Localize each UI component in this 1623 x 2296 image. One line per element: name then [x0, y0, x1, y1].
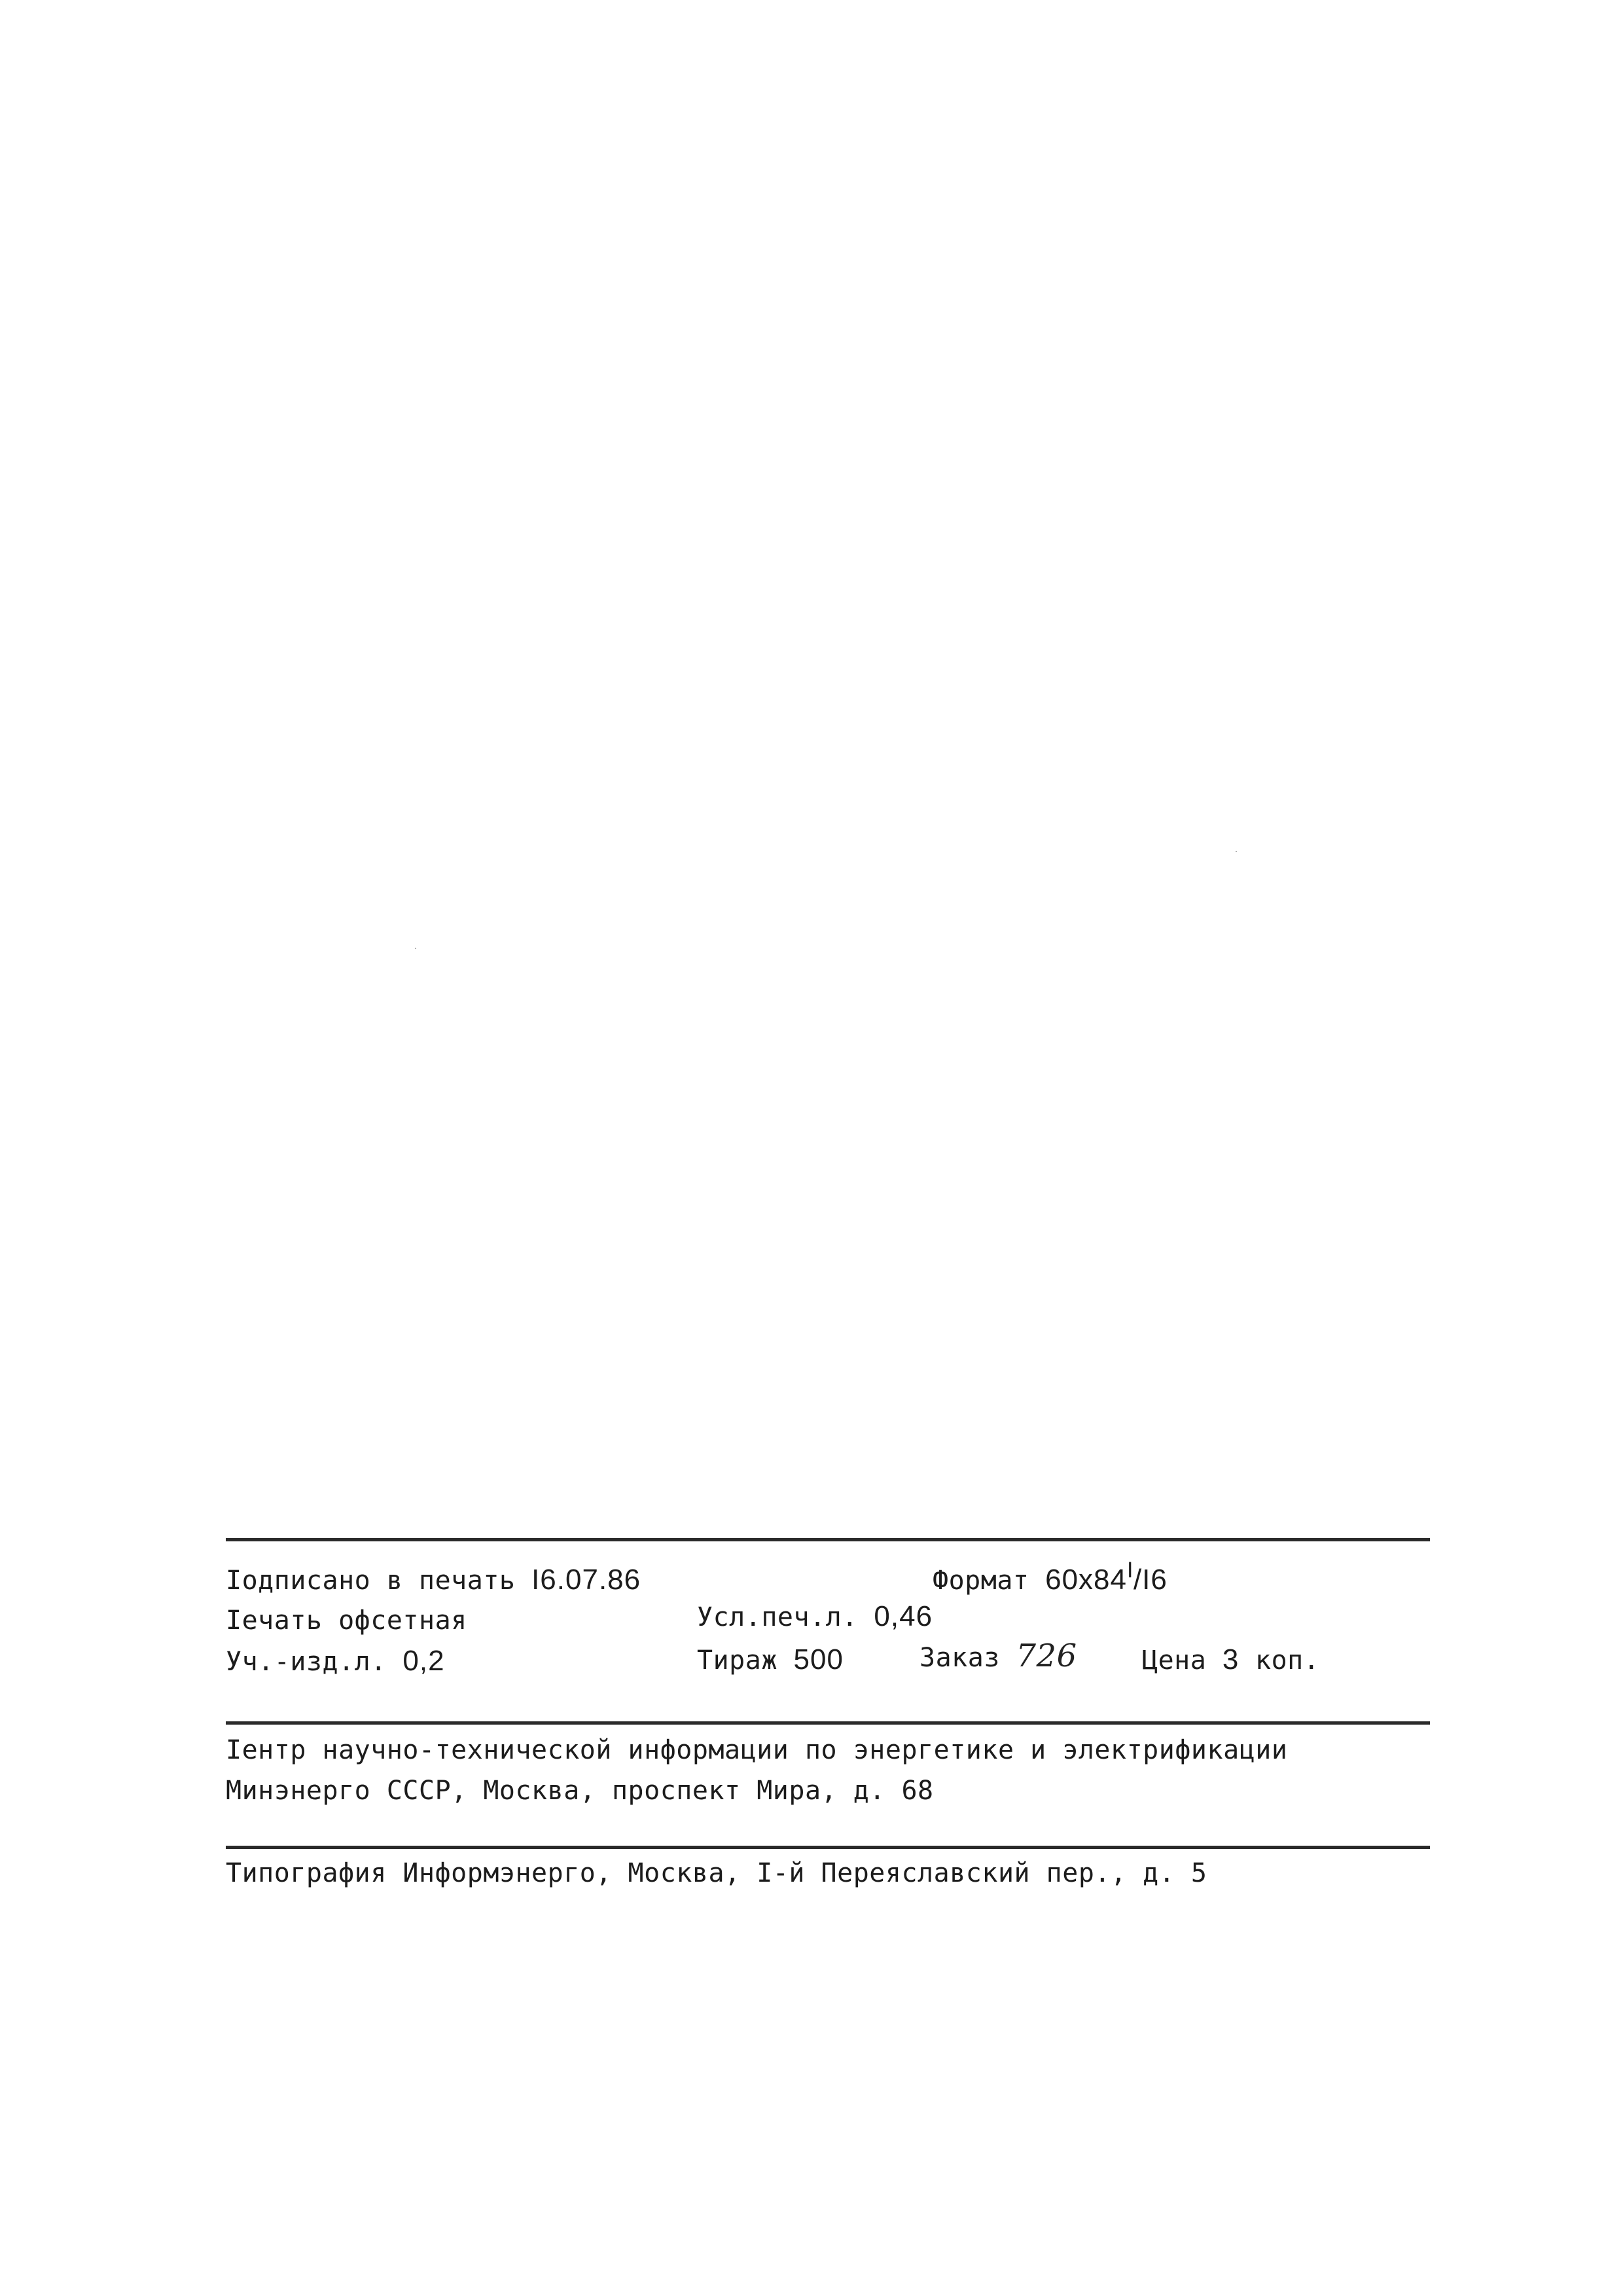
signed-date: І6.07.86 — [531, 1564, 641, 1596]
format-label: Формат — [933, 1566, 1029, 1596]
circulation-label: Тираж — [697, 1645, 777, 1676]
price-value: 3 — [1222, 1643, 1240, 1676]
price-label: Цена — [1142, 1645, 1207, 1676]
circulation-row — [697, 1644, 844, 1676]
publisher-sheets-value: 0,2 — [402, 1645, 445, 1677]
conventional-sheets-row — [697, 1601, 933, 1633]
publisher-sheets-label: Уч.-изд.л. — [226, 1647, 387, 1677]
format-value: 60х84 — [1045, 1564, 1127, 1596]
price-unit: коп. — [1255, 1645, 1320, 1676]
printer-line: Типография Информэнерго, Москва, І-й Переяславский пер., д. 5 — [226, 1858, 1207, 1888]
publisher-sheets-row — [226, 1645, 445, 1677]
page-speck — [1236, 851, 1237, 852]
format-suffix: /І6 — [1133, 1564, 1168, 1596]
price-row — [1142, 1644, 1319, 1676]
circulation-value: 500 — [793, 1643, 844, 1676]
order-number-handwritten: 726 — [1016, 1638, 1077, 1674]
publisher-line-1: Іентр научно-технической информации по энергетике и электрификации — [226, 1735, 1288, 1765]
order-label: Заказ — [919, 1643, 1000, 1673]
divider-bottom — [226, 1846, 1430, 1849]
publisher-line-2: Минэнерго СССР, Москва, проспект Мира, д. 68 — [226, 1776, 934, 1806]
order-row — [919, 1640, 1077, 1674]
format-superscript: I — [1126, 1558, 1133, 1583]
divider-top — [226, 1538, 1430, 1541]
signed-for-print-row — [226, 1564, 641, 1596]
conventional-sheets-label: Усл.печ.л. — [697, 1602, 858, 1632]
page-speck — [415, 948, 416, 949]
format-row — [933, 1558, 1168, 1598]
divider-middle — [226, 1721, 1430, 1725]
conventional-sheets-value: 0,46 — [874, 1600, 933, 1632]
signed-label: Іодписано в печать — [226, 1566, 516, 1596]
print-type: Іечать офсетная — [226, 1605, 467, 1636]
